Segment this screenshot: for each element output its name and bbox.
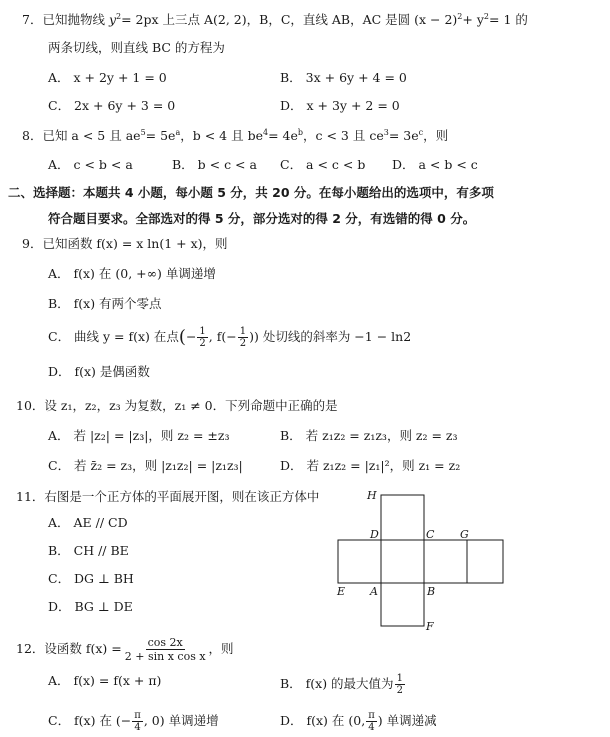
q12-stem-part: 设函数 f(x) =: [44, 641, 122, 656]
q8-exp: a: [175, 128, 181, 137]
q12d-part: ) 单调递减: [377, 713, 437, 728]
fraction: [123, 636, 208, 663]
q12-number: 12．: [16, 641, 45, 656]
q8-exp: b: [297, 128, 304, 137]
label-f: F: [426, 620, 434, 633]
net-square-far-right: [467, 540, 503, 583]
section-heading-line2: 符合题目要求。全部选对的得 5 分，部分选对的得 2 分，有选错的得 0 分。: [48, 211, 476, 226]
q8-exp: 4: [262, 128, 269, 137]
frac-den: 2 + sin x cos x: [124, 650, 206, 663]
q10-option-b: B． 若 z₁z₂ = z₁z₃，则 z₂ = z₃: [280, 428, 458, 443]
cube-net-figure: [330, 488, 510, 633]
q10-stem: [16, 398, 338, 414]
q10-stem-text: 设 z₁，z₂，z₃ 为复数，z₁ ≠ 0．下列命题中正确的是: [44, 398, 338, 413]
q9c-part: −: [185, 329, 197, 344]
q8-exp: 3: [383, 128, 389, 137]
fraction: [395, 673, 405, 696]
q9c-part: , f(−: [208, 329, 237, 344]
q12b-part: B． f(x) 的最大值为: [280, 676, 394, 691]
q10-option-a: A． 若 |z₂| = |z₃|，则 z₂ = ±z₃: [48, 428, 230, 443]
q7-exp: 2: [457, 12, 463, 21]
net-square-top: [381, 495, 424, 540]
q12-option-c: [48, 710, 219, 733]
frac-num: cos 2x: [147, 636, 183, 649]
q8-part: = 4e: [268, 128, 298, 143]
q12c-part: , 0) 单调递增: [143, 713, 219, 728]
q12d-part: D． f(x) 在 (0,: [280, 713, 366, 728]
q8-exp: c: [418, 128, 424, 137]
q8-exp: 5: [140, 128, 146, 137]
q12-stem-part: ，则: [208, 641, 234, 656]
frac-num: π: [134, 710, 141, 721]
q7-exp: 2: [116, 12, 122, 21]
q8-option-a: A． c < b < a: [48, 157, 133, 172]
q8-part: ，则: [423, 128, 449, 143]
net-square-right: [424, 540, 467, 583]
fraction: [197, 326, 207, 349]
q8-part: 已知 a < 5 且 ae: [42, 128, 141, 143]
q7-var: y: [108, 12, 117, 27]
q12-option-b: [280, 673, 406, 696]
q11-option-a: A． AE // CD: [48, 515, 128, 530]
q12-option-a: A． f(x) = f(x + π): [48, 673, 162, 688]
net-square-left: [338, 540, 381, 583]
q10-number: 10．: [16, 398, 45, 413]
q11-stem: [16, 489, 319, 505]
label-e: E: [337, 585, 346, 598]
q8-option-c: C． a < c < b: [280, 157, 366, 172]
q12c-part: C． f(x) 在 (−: [48, 713, 132, 728]
label-h: H: [367, 489, 377, 502]
q8-option-d: D． a < b < c: [392, 157, 478, 172]
q7-stem-part: 已知抛物线: [42, 12, 105, 27]
frac-den: 2: [396, 685, 403, 696]
frac-num: 1: [396, 673, 403, 684]
q9-stem-text: 已知函数 f(x) = x ln(1 + x)，则: [42, 236, 228, 251]
q7-exp: 2: [483, 12, 489, 21]
q11-number: 11．: [16, 489, 45, 504]
q9-option-d: D． f(x) 是偶函数: [48, 364, 150, 379]
label-b: B: [427, 585, 436, 598]
q10-option-d: D． 若 z₁z₂ = |z₁|²，则 z₁ = z₂: [280, 458, 461, 473]
q8-stem: [22, 128, 448, 144]
q9-stem: [22, 236, 228, 252]
q9-option-c: [48, 326, 411, 349]
q7-option-d: D． x + 3y + 2 = 0: [280, 98, 400, 113]
q9c-part: C． 曲线 y = f(x) 在点: [48, 329, 179, 344]
q8-option-b: B． b < c < a: [172, 157, 257, 172]
q12-stem: [16, 636, 234, 663]
q11-option-c: C． DG ⊥ BH: [48, 571, 134, 586]
paren: (: [178, 326, 186, 348]
q8-number: 8．: [22, 128, 43, 143]
q7-stem-part: = 2px 上三点 A(2, 2)，B，C，直线 AB，AC 是圆 (x − 2): [121, 12, 458, 27]
frac-den: 2: [199, 338, 206, 349]
frac-num: π: [368, 710, 375, 721]
frac-den: 4: [134, 722, 141, 733]
q7-option-a: A． x + 2y + 1 = 0: [48, 70, 167, 85]
label-a: A: [370, 585, 378, 598]
q7-stem-line2: 两条切线，则直线 BC 的方程为: [48, 40, 225, 55]
q9-number: 9．: [22, 236, 43, 251]
q10-option-c: C． 若 z̄₂ = z₃，则 |z₁z₂| = |z₁z₃|: [48, 458, 243, 473]
q11-option-d: D． BG ⊥ DE: [48, 599, 133, 614]
q7-number: 7．: [22, 12, 43, 27]
q7-stem-part: = 1 的: [489, 12, 528, 27]
q9-option-b: B． f(x) 有两个零点: [48, 296, 162, 311]
label-g: G: [460, 528, 469, 541]
q11-stem-text: 右图是一个正方体的平面展开图，则在该正方体中: [44, 489, 320, 504]
q7-stem: [22, 12, 528, 28]
label-d: D: [370, 528, 379, 541]
fraction: [132, 710, 143, 733]
net-square-center: [381, 540, 424, 583]
q7-option-c: C． 2x + 6y + 3 = 0: [48, 98, 176, 113]
section-heading-line1: 二、选择题：本题共 4 小题，每小题 5 分，共 20 分。在每小题给出的选项中，有多项: [8, 185, 494, 200]
frac-den: 2: [239, 338, 247, 349]
q8-part: = 3e: [388, 128, 419, 143]
frac-num: 1: [239, 326, 247, 337]
fraction: [238, 326, 248, 349]
q7-option-b: B． 3x + 6y + 4 = 0: [280, 70, 407, 85]
q9c-part: )) 处切线的斜率为 −1 − ln2: [249, 329, 412, 344]
label-c: C: [426, 528, 435, 541]
q9-option-a: A． f(x) 在 (0, +∞) 单调递增: [48, 266, 216, 281]
q12-option-d: [280, 710, 437, 733]
q7-stem-part: + y: [462, 12, 484, 27]
frac-den: 4: [368, 722, 375, 733]
frac-num: 1: [199, 326, 206, 337]
q8-part: ，c < 3 且 ce: [303, 128, 384, 143]
q8-part: = 5e: [145, 128, 176, 143]
q11-option-b: B． CH // BE: [48, 543, 129, 558]
q8-part: ，b < 4 且 be: [180, 128, 263, 143]
net-square-bottom: [381, 583, 424, 626]
fraction: [366, 710, 377, 733]
